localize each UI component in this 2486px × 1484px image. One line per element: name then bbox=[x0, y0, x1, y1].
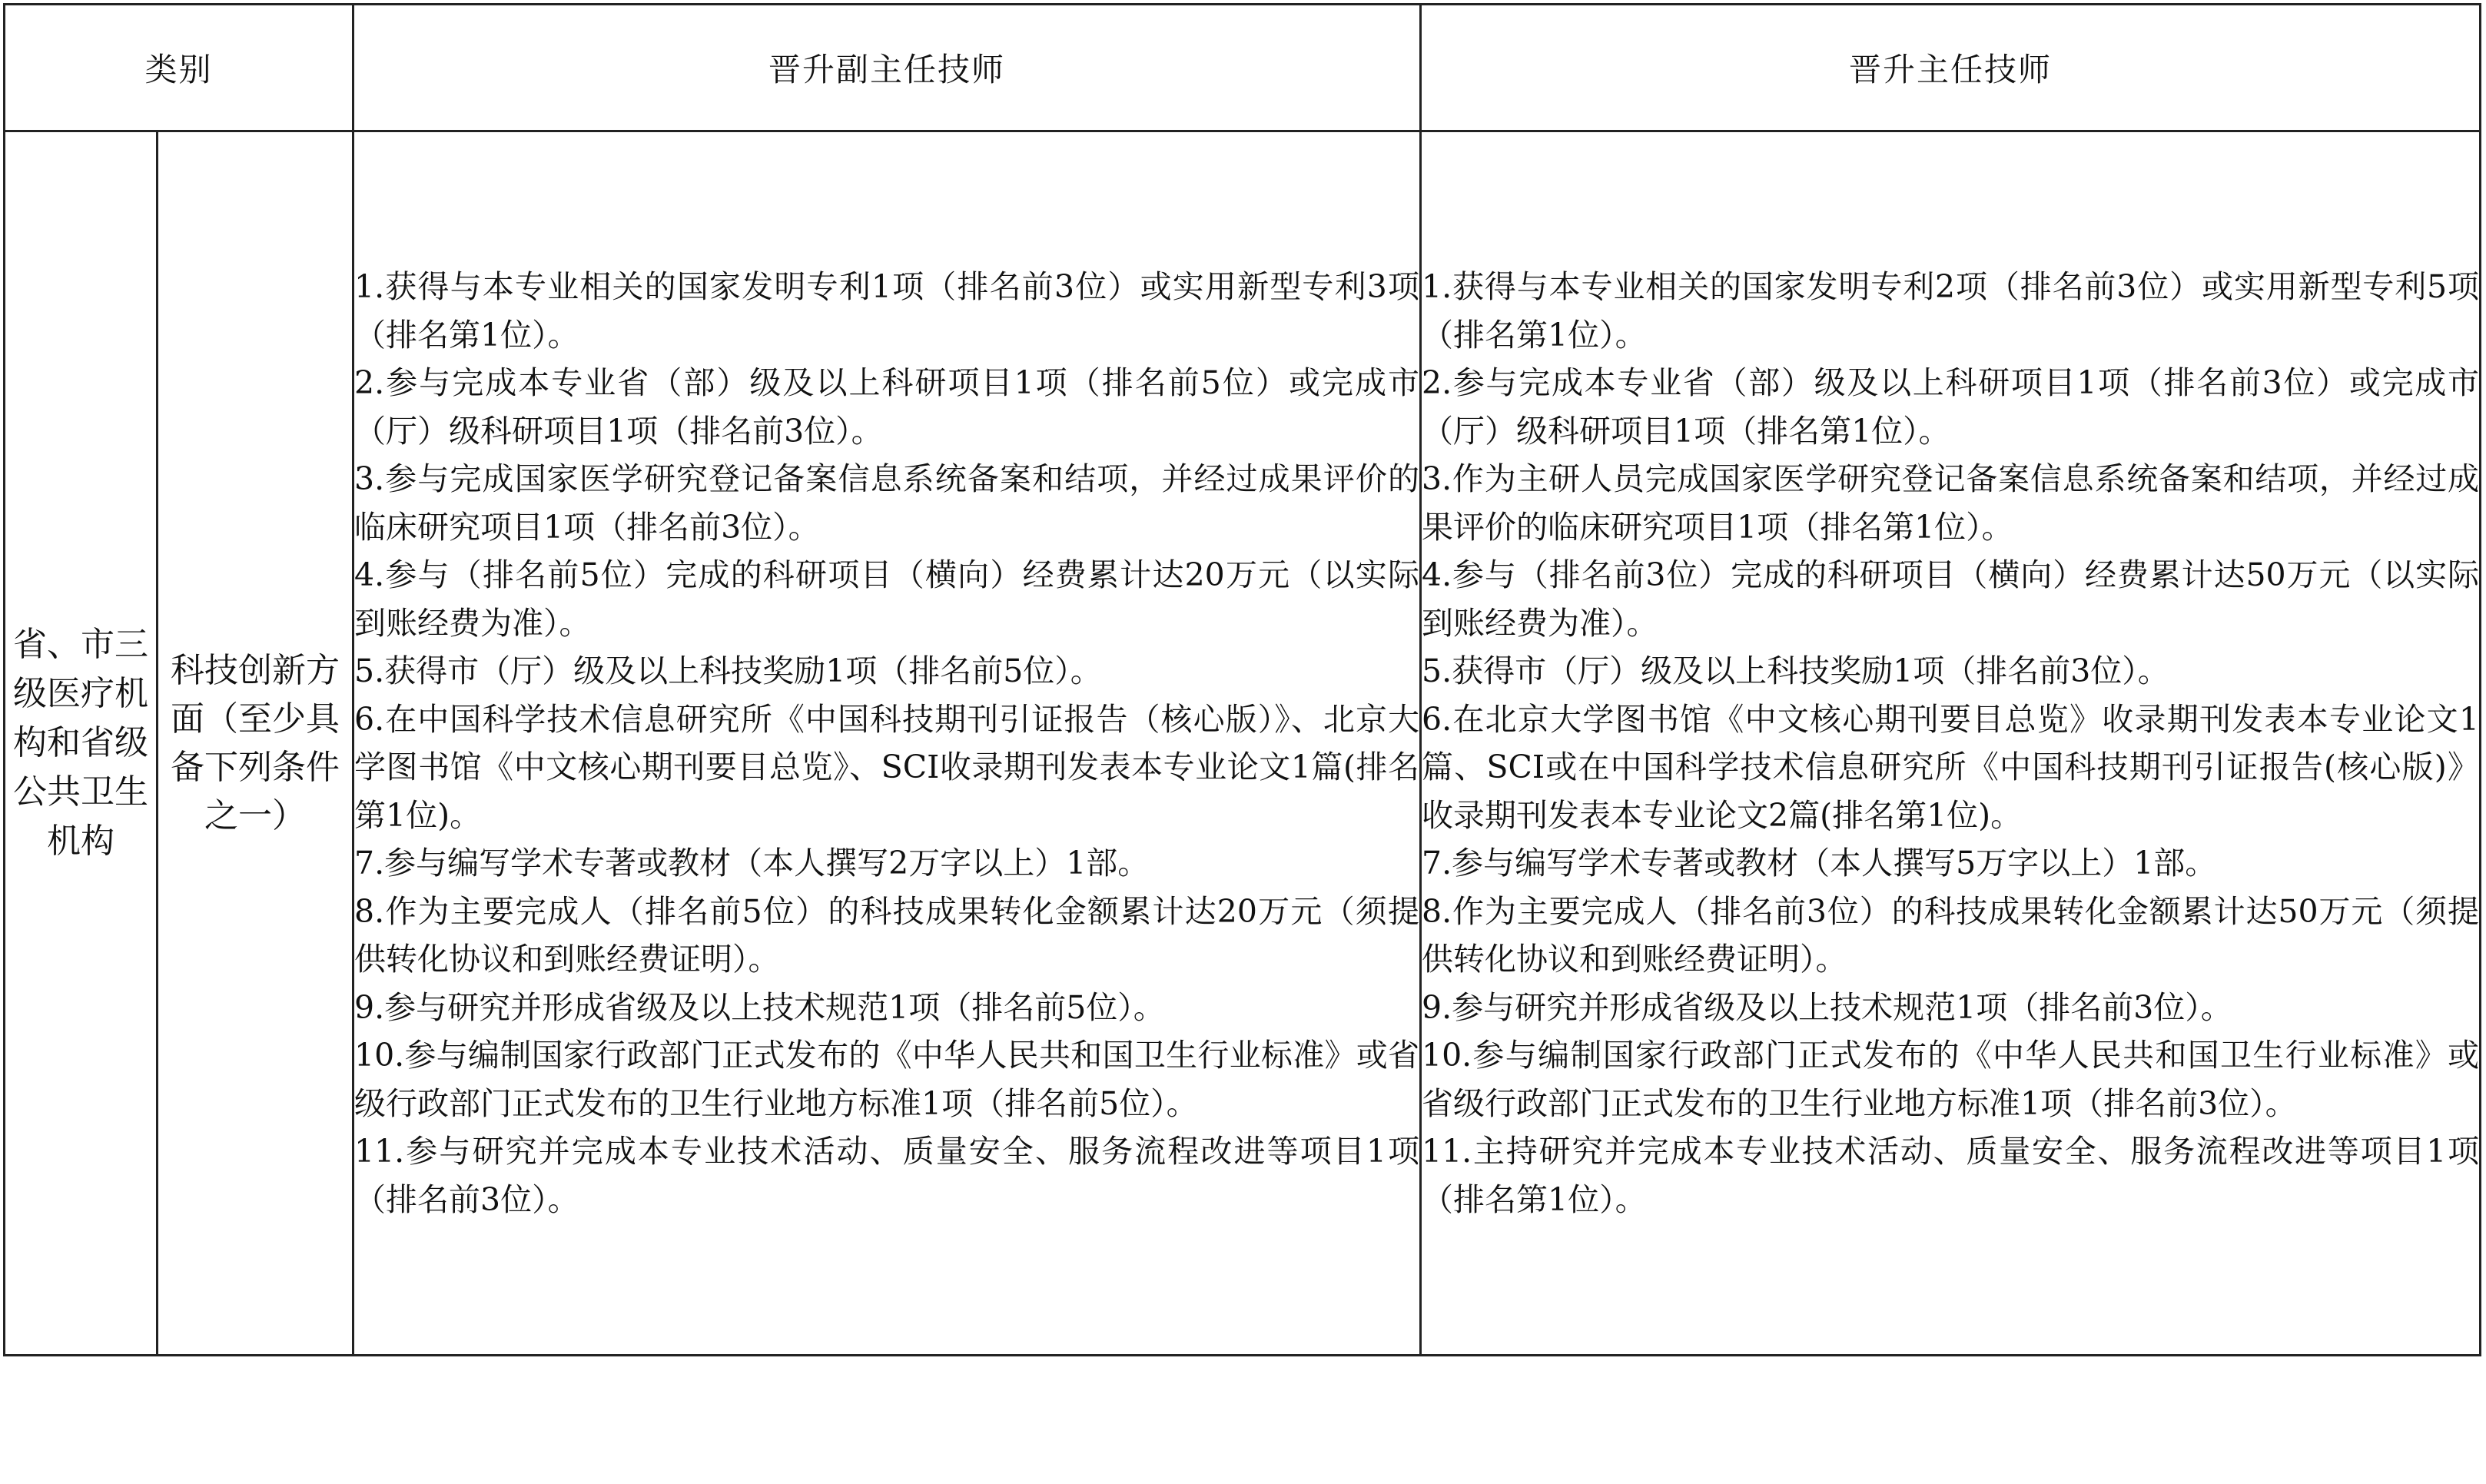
deputy-requirements-cell bbox=[353, 131, 1421, 1356]
deputy-requirement-item-4: 4.参与（排名前5位）完成的科研项目（横向）经费累计达20万元（以实际到账经费为准）。 bbox=[354, 556, 1420, 642]
header-chief-technician: 晋升主任技师 bbox=[1421, 5, 2481, 131]
deputy-requirement-item-3: 3.参与完成国家医学研究登记备案信息系统备案和结项，并经过成果评价的临床研究项目1项（排名前3位）。 bbox=[354, 460, 1420, 546]
deputy-requirement-item-9: 9.参与研究并形成省级及以上技术规范1项（排名前5位）。 bbox=[354, 988, 1165, 1026]
deputy-requirement-item-1: 1.获得与本专业相关的国家发明专利1项（排名前3位）或实用新型专利3项（排名第1位）。 bbox=[354, 268, 1420, 354]
deputy-requirement-item-5: 5.获得市（厅）级及以上科技奖励1项（排名前5位）。 bbox=[354, 652, 1102, 689]
chief-requirement-item-2: 2.参与完成本专业省（部）级及以上科研项目1项（排名前3位）或完成市（厅）级科研项目1项（排名第1位）。 bbox=[1422, 364, 2480, 450]
header-row bbox=[5, 5, 2481, 131]
chief-requirement-item-3: 3.作为主研人员完成国家医学研究登记备案信息系统备案和结项，并经过成果评价的临床研究项目1项（排名第1位）。 bbox=[1422, 460, 2480, 546]
body-row bbox=[5, 131, 2481, 1356]
deputy-requirement-item-8: 8.作为主要完成人（排名前5位）的科技成果转化金额累计达20万元（须提供转化协议和到账经费证明）。 bbox=[354, 892, 1420, 978]
header-deputy-chief-technician: 晋升副主任技师 bbox=[353, 5, 1421, 131]
subcategory-cell: 科技创新方面（至少具备下列条件之一） bbox=[158, 131, 353, 1356]
chief-requirement-item-5: 5.获得市（厅）级及以上科技奖励1项（排名前3位）。 bbox=[1422, 652, 2169, 689]
chief-requirement-item-9: 9.参与研究并形成省级及以上技术规范1项（排名前3位）。 bbox=[1422, 988, 2232, 1026]
deputy-requirement-item-2: 2.参与完成本专业省（部）级及以上科研项目1项（排名前5位）或完成市（厅）级科研项目1项（排名前3位）。 bbox=[354, 364, 1420, 450]
chief-requirement-item-6: 6.在北京大学图书馆《中文核心期刊要目总览》收录期刊发表本专业论文1篇、SCI或在中国科学技术信息研究所《中国科技期刊引证报告(核心版)》收录期刊发表本专业论文2篇(排名第1位)。 bbox=[1422, 700, 2480, 834]
requirements-table bbox=[3, 3, 2481, 1356]
deputy-requirements-list bbox=[354, 263, 1419, 1223]
chief-requirement-item-1: 1.获得与本专业相关的国家发明专利2项（排名前3位）或实用新型专利5项（排名第1位）。 bbox=[1422, 268, 2480, 354]
chief-requirement-item-8: 8.作为主要完成人（排名前3位）的科技成果转化金额累计达50万元（须提供转化协议和到账经费证明）。 bbox=[1422, 892, 2480, 978]
chief-requirements-list bbox=[1422, 263, 2479, 1223]
chief-requirement-item-11: 11.主持研究并完成本专业技术活动、质量安全、服务流程改进等项目1项（排名第1位）。 bbox=[1422, 1133, 2480, 1218]
category-cell: 省、市三级医疗机构和省级公共卫生机构 bbox=[5, 131, 158, 1356]
chief-requirements-cell bbox=[1421, 131, 2481, 1356]
chief-requirement-item-10: 10.参与编制国家行政部门正式发布的《中华人民共和国卫生行业标准》或省级行政部门正式发布的卫生行业地方标准1项（排名前3位）。 bbox=[1422, 1037, 2480, 1122]
deputy-requirement-item-7: 7.参与编写学术专著或教材（本人撰写2万字以上）1部。 bbox=[354, 845, 1150, 881]
chief-requirement-item-4: 4.参与（排名前3位）完成的科研项目（横向）经费累计达50万元（以实际到账经费为准）。 bbox=[1422, 556, 2480, 642]
deputy-requirement-item-6: 6.在中国科学技术信息研究所《中国科技期刊引证报告（核心版）》、北京大学图书馆《中文核心期刊要目总览》、SCI收录期刊发表本专业论文1篇(排名第1位)。 bbox=[354, 700, 1420, 834]
chief-requirement-item-7: 7.参与编写学术专著或教材（本人撰写5万字以上）1部。 bbox=[1422, 845, 2217, 881]
deputy-requirement-item-10: 10.参与编制国家行政部门正式发布的《中华人民共和国卫生行业标准》或省级行政部门正式发布的卫生行业地方标准1项（排名前5位）。 bbox=[354, 1037, 1420, 1122]
deputy-requirement-item-11: 11.参与研究并完成本专业技术活动、质量安全、服务流程改进等项目1项（排名前3位）。 bbox=[354, 1133, 1420, 1218]
header-category: 类别 bbox=[5, 5, 353, 131]
